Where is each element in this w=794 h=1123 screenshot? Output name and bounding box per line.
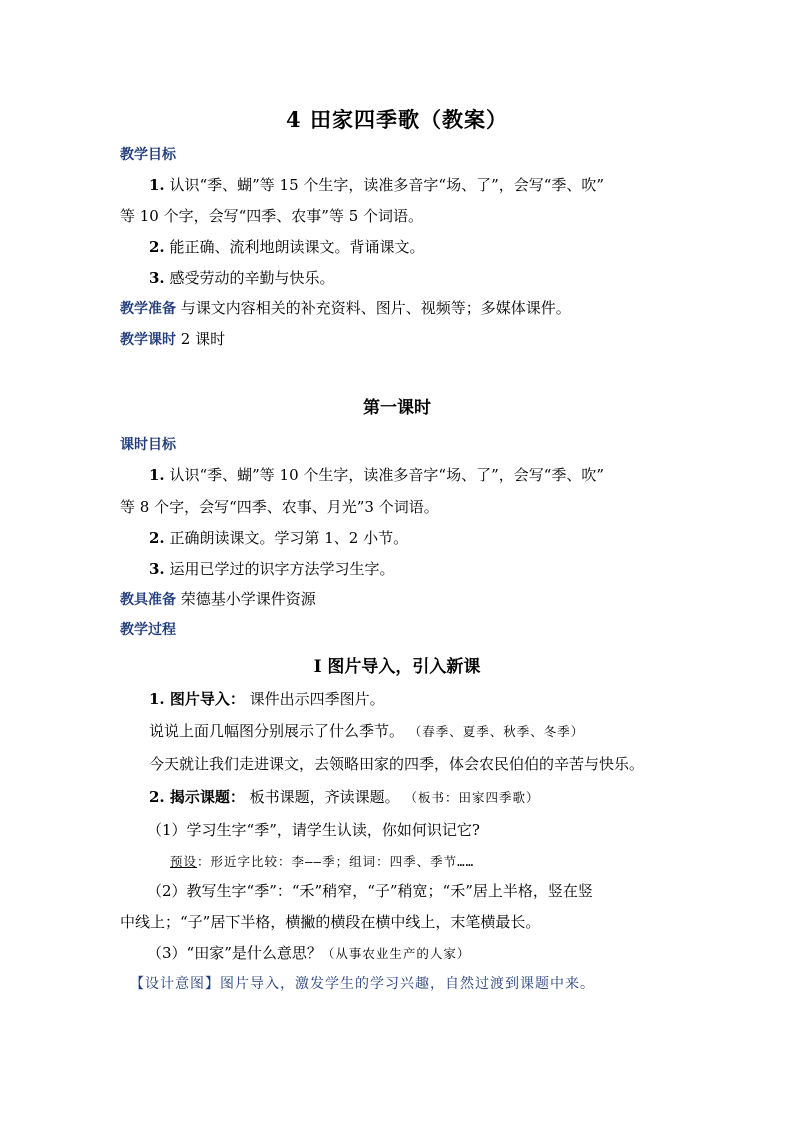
teaching-prep bbox=[120, 298, 571, 319]
process-step-1-label: 1. 图片导入： bbox=[149, 690, 245, 708]
process-step-2-note: （板书：田家四季歌） bbox=[404, 790, 540, 805]
seasons-answer-note: （春季、夏季、秋季、冬季） bbox=[408, 724, 585, 739]
process-step-2-text: 板书课题，齐读课题。 bbox=[249, 788, 400, 806]
section-heading-lesson-goals: 课时目标 bbox=[120, 437, 176, 453]
lesson-goal-2 bbox=[149, 528, 408, 548]
lesson-goal-3-number: 3. bbox=[149, 560, 165, 578]
process-step-1-text: 课件出示四季图片。 bbox=[249, 690, 385, 708]
lesson-goal-1-line-1 bbox=[149, 465, 604, 485]
process-paragraph-seasons bbox=[149, 721, 584, 742]
question-2-line-1: （2）教写生字“季”：“禾”稍窄，“子”稍宽；“禾”居上半格，竖在竖 bbox=[147, 882, 593, 900]
process-step-2 bbox=[149, 787, 539, 808]
goal-1-line-1 bbox=[149, 175, 604, 195]
part-1-title: Ⅰ 图片导入，引入新课 bbox=[313, 657, 481, 677]
goal-1-text-a: 认识“季、蝴”等 15 个生字，读准多音字“场、了”，会写“季、吹” bbox=[169, 176, 605, 194]
question-3-note: （从事农业生产的人家） bbox=[321, 946, 471, 961]
teaching-hours bbox=[120, 329, 225, 350]
teaching-prep-text: 与课文内容相关的补充资料、图片、视频等；多媒体课件。 bbox=[180, 299, 571, 317]
question-2-line-2: 中线上；“子”居下半格，横撇的横段在横中线上，末笔横最长。 bbox=[120, 913, 541, 931]
teaching-hours-text: 2 课时 bbox=[180, 330, 226, 348]
goal-1-number: 1. bbox=[149, 176, 165, 194]
process-paragraph-intro: 今天就让我们走进课文，去领略田家的四季，体会农民伯伯的辛苦与快乐。 bbox=[149, 755, 645, 773]
goal-3-number: 3. bbox=[149, 269, 165, 287]
goal-3-text: 感受劳动的辛勤与快乐。 bbox=[169, 269, 335, 287]
lesson-goal-3 bbox=[149, 559, 394, 579]
teaching-tools-label: 教具准备 bbox=[120, 592, 176, 608]
goal-2 bbox=[149, 237, 424, 257]
question-3 bbox=[147, 943, 470, 964]
section-heading-teaching-goals: 教学目标 bbox=[120, 147, 176, 163]
goal-2-number: 2. bbox=[149, 238, 165, 256]
teaching-tools bbox=[120, 589, 316, 610]
lesson-goal-1-number: 1. bbox=[149, 466, 165, 484]
preset-label: 预设 bbox=[170, 854, 198, 869]
seasons-question: 说说上面几幅图分别展示了什么季节。 bbox=[149, 722, 405, 740]
process-step-1 bbox=[149, 689, 385, 709]
section-heading-teaching-process: 教学过程 bbox=[120, 622, 176, 638]
question-1: （1）学习生字“季”，请学生认读，你如何识记它? bbox=[147, 821, 480, 839]
lesson-goal-1-line-2: 等 8 个字，会写“四季、农事、月光”3 个词语。 bbox=[120, 498, 439, 516]
goal-2-text: 能正确、流利地朗读课文。背诵课文。 bbox=[169, 238, 425, 256]
design-intent: 【设计意图】图片导入，激发学生的学习兴趣，自然过渡到课题中来。 bbox=[130, 976, 595, 992]
teaching-hours-label: 教学课时 bbox=[120, 332, 176, 348]
question-3-text: （3）“田家”是什么意思？ bbox=[147, 944, 322, 962]
lesson-goal-2-text: 正确朗读课文。学习第 1、2 小节。 bbox=[169, 529, 409, 547]
teaching-prep-label: 教学准备 bbox=[120, 301, 176, 317]
document-title: 4 田家四季歌（教案） bbox=[286, 107, 508, 132]
lesson-1-title: 第一课时 bbox=[363, 398, 431, 418]
preset-text: ：形近字比较：李——季；组词：四季、季节…… bbox=[197, 854, 475, 869]
lesson-goal-1-text-a: 认识“季、蝴”等 10 个生字，读准多音字“场、了”，会写“季、吹” bbox=[169, 466, 605, 484]
goal-1-line-2: 等 10 个字，会写“四季、农事”等 5 个词语。 bbox=[120, 207, 424, 225]
process-step-2-label: 2. 揭示课题： bbox=[149, 788, 245, 806]
lesson-goal-3-text: 运用已学过的识字方法学习生字。 bbox=[169, 560, 395, 578]
goal-3 bbox=[149, 268, 334, 288]
lesson-goal-2-number: 2. bbox=[149, 529, 165, 547]
preset-answer bbox=[170, 852, 474, 872]
teaching-tools-text: 荣德基小学课件资源 bbox=[180, 590, 316, 608]
